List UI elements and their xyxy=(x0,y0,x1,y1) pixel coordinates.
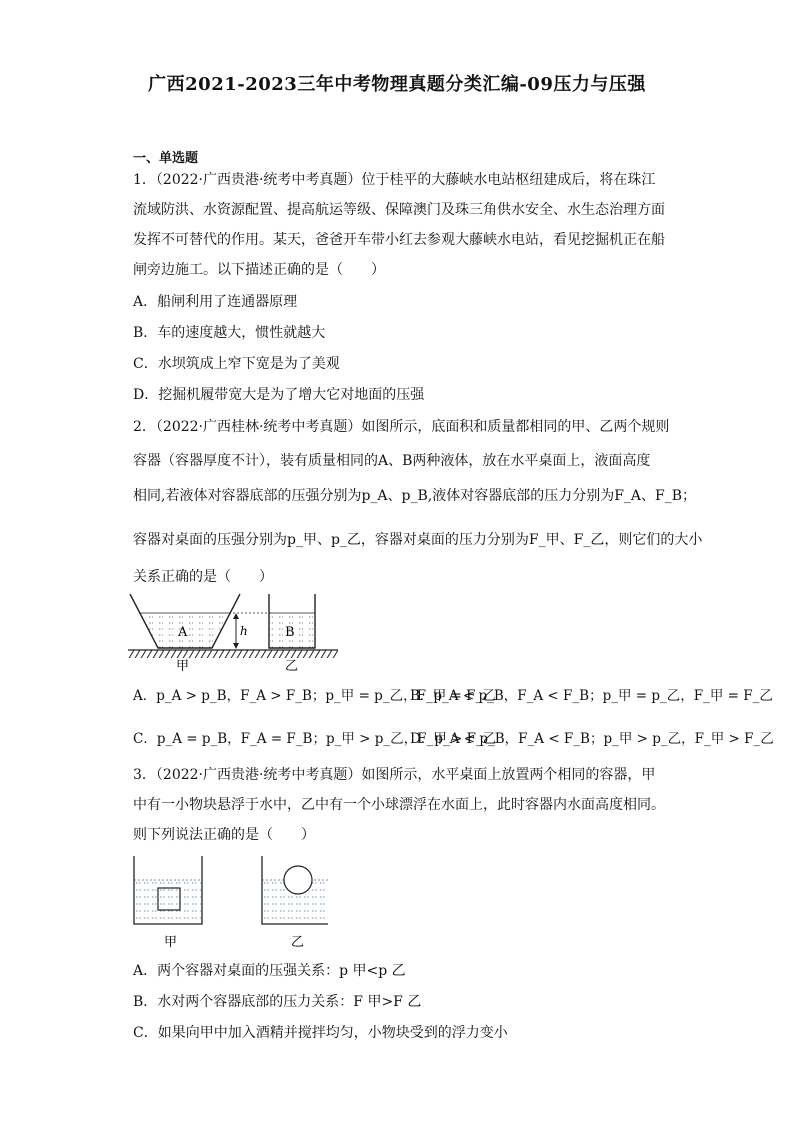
q1-option-c: C．水坝筑成上窄下宽是为了美观 xyxy=(133,356,340,372)
q2-option-d: D．p_A < p_B，F_A < F_B；p_甲 > p_乙，F_甲 > F_乙 xyxy=(410,731,774,747)
q2-option-c: C．p_A = p_B，F_A = F_B；p_甲 > p_乙，F_甲 > F_乙 xyxy=(133,731,497,747)
container-jia-water xyxy=(135,880,201,924)
q1-option-b: B．车的速度越大，惯性就越大 xyxy=(133,325,326,341)
document-title: 广西2021-2023三年中考物理真题分类汇编-09压力与压强 xyxy=(148,74,646,95)
q2-line-1: 2．（2022·广西桂林·统考中考真题）如图所示，底面积和质量都相同的甲、乙两个规则 xyxy=(133,419,670,435)
q3-option-b: B．水对两个容器底部的压力关系：F 甲>F 乙 xyxy=(133,994,422,1010)
q2-figure xyxy=(128,590,343,672)
label-a: A xyxy=(178,625,188,640)
label-jia: 甲 xyxy=(176,659,190,672)
q2-line-2: 容器（容器厚度不计），装有质量相同的A、B两种液体，放在水平桌面上，液面高度 xyxy=(133,453,651,469)
label-jia-3: 甲 xyxy=(164,935,178,950)
q2-option-b: B．p_A < p_B，F_A < F_B；p_甲 = p_乙，F_甲 = F_乙 xyxy=(410,688,773,704)
question-3-stem: 3．（2022·广西贵港·统考中考真题）如图所示，水平桌面上放置两个相同的容器，甲中有一小物块悬浮于水中，乙中有一个小球漂浮在水面上，此时容器内水面高度相同。则下列说法正确的是（ ） xyxy=(133,767,665,843)
q3-figure xyxy=(128,852,328,952)
label-yi-3: 乙 xyxy=(291,935,305,950)
small-ball xyxy=(284,866,312,894)
label-h: h xyxy=(240,624,248,638)
label-b: B xyxy=(285,625,295,640)
q3-option-c: C．如果向甲中加入酒精并搅拌均匀，小物块受到的浮力变小 xyxy=(133,1025,508,1041)
question-1-stem: 1．（2022·广西贵港·统考中考真题）位于桂平的大藤峡水电站枢纽建成后，将在珠江流域防洪、水资源配置、提高航运等级、保障澳门及珠三角供水安全、水生态治理方面发挥不可替代的作用。某天，爸爸开车带小红去参观大藤峡水电站，看见挖掘机正在船闸旁边施工。以下描述正确的是（ ） xyxy=(133,172,665,278)
q2-line-4: 容器对桌面的压强分别为p_甲、p_乙，容器对桌面的压力分别为F_甲、F_乙，则它们的大小 xyxy=(133,532,703,548)
q1-option-d: D．挖掘机履带宽大是为了增大它对地面的压强 xyxy=(133,387,425,403)
q2-option-a: A．p_A > p_B，F_A > F_B；p_甲 = p_乙，F_甲 = F_乙 xyxy=(133,688,496,704)
q2-line-3: 相同,若液体对容器底部的压强分别为p_A、p_B,液体对容器底部的压力分别为F_A、F_B； xyxy=(133,488,697,504)
q1-option-a: A．船闸利用了连通器原理 xyxy=(133,294,298,310)
q2-line-5: 关系正确的是（ ） xyxy=(133,569,273,585)
section-heading: 一、单选题 xyxy=(133,151,199,166)
label-yi: 乙 xyxy=(285,659,299,672)
q3-option-a: A．两个容器对桌面的压强关系：p 甲<p 乙 xyxy=(133,963,406,979)
